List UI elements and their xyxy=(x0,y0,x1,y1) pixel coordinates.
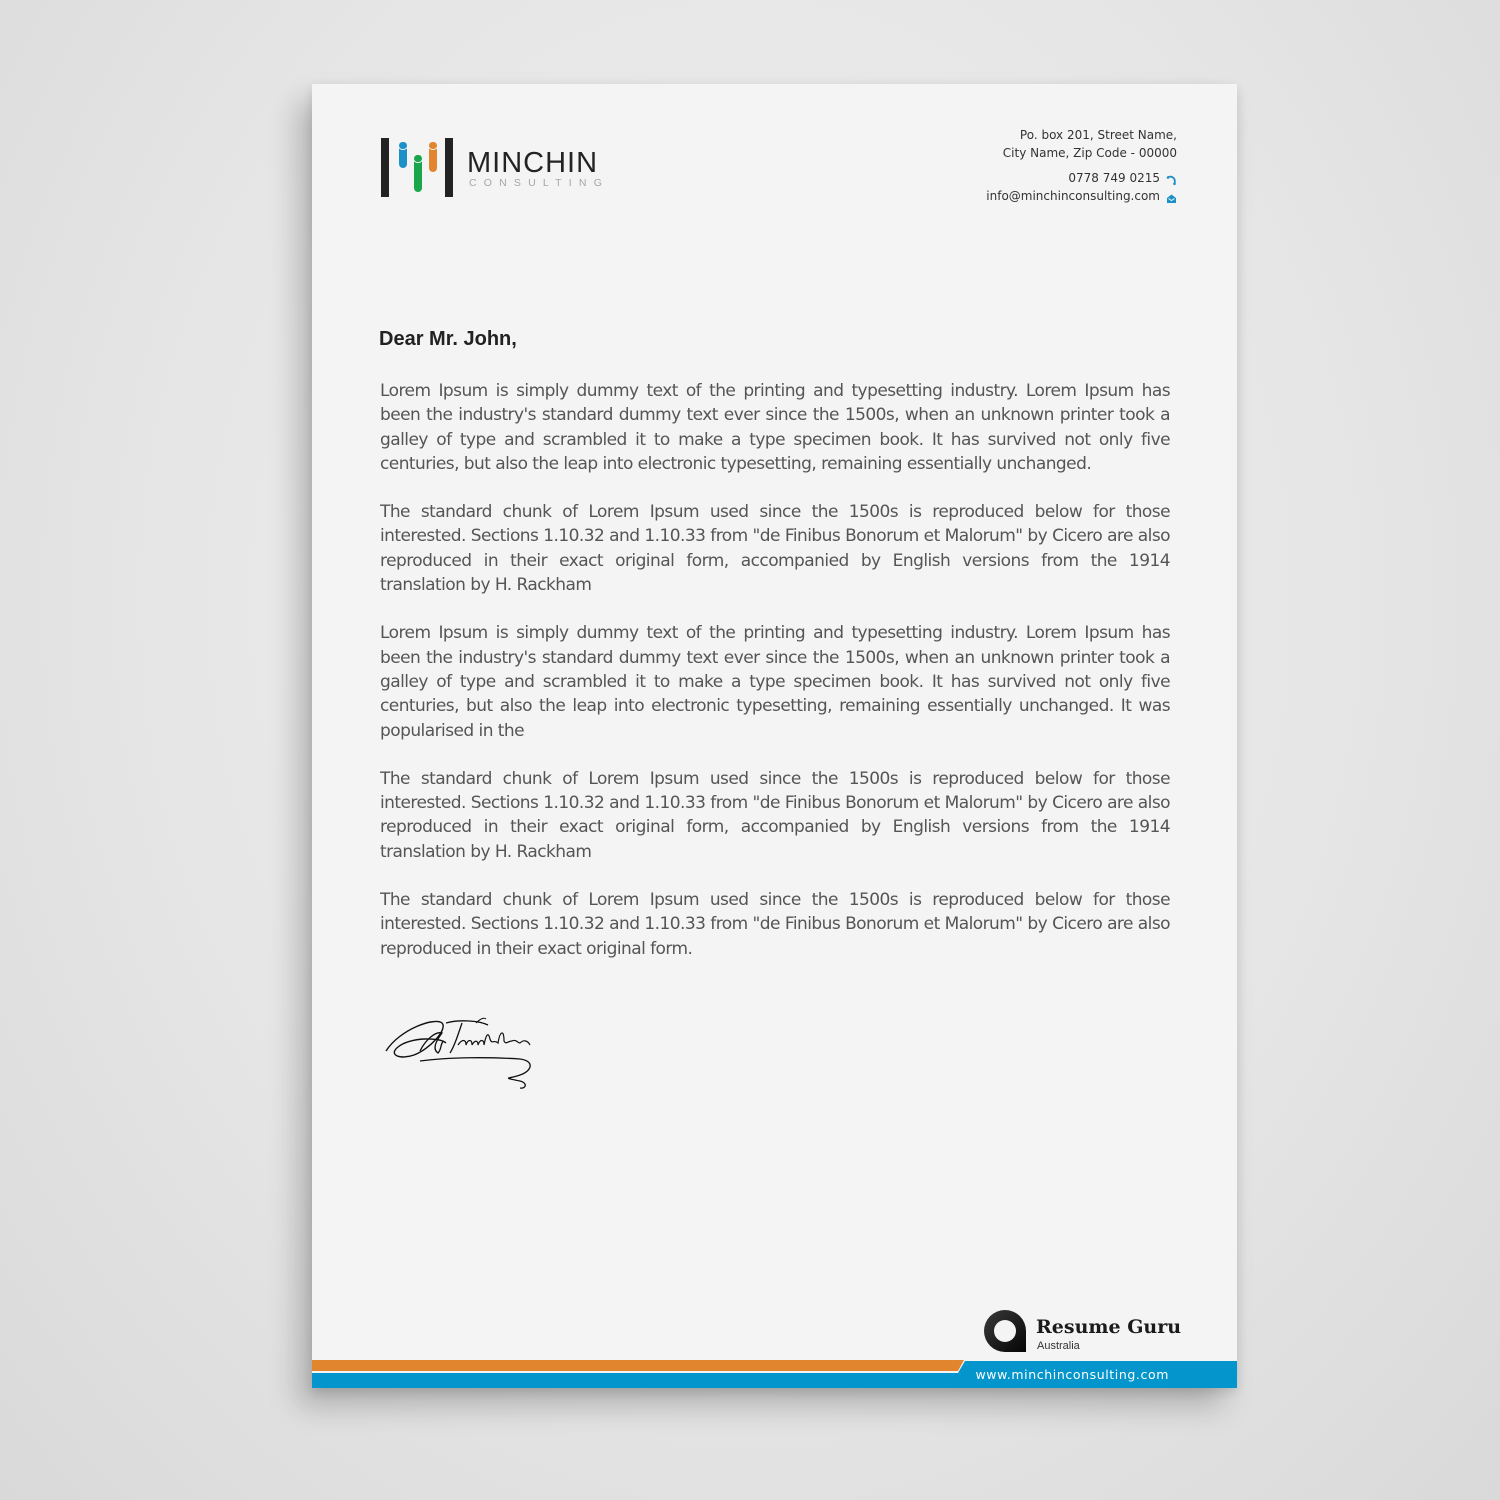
company-tagline: CONSULTING xyxy=(469,177,610,189)
logo-right-bar xyxy=(445,138,453,197)
address-line-2: City Name, Zip Code - 00000 xyxy=(1002,146,1177,160)
letter-body xyxy=(380,379,1170,985)
brand-name: Resume Guru xyxy=(1036,1316,1182,1338)
phone-icon xyxy=(1166,173,1177,184)
logo-blue-head xyxy=(399,142,407,149)
address-line-1: Po. box 201, Street Name, xyxy=(1019,128,1177,142)
website-link[interactable]: www.minchinconsulting.com xyxy=(975,1367,1169,1382)
brand-region: Australia xyxy=(1037,1340,1080,1352)
footer-stripe xyxy=(312,1360,1237,1388)
company-name: MINCHIN xyxy=(467,147,599,179)
letterhead-paper xyxy=(312,84,1237,1388)
paragraph-1: Lorem Ipsum is simply dummy text of the printing and typesetting industry. Lorem Ipsum has been the industry's standard dummy text ever since the 1500s, when an unknown printer took a galley of type and scrambled it to make a type specimen book. It has survived not only five centuries, but also the leap into electronic typesetting, remaining essentially unchanged. xyxy=(380,381,1170,474)
phone-number: 0778 749 0215 xyxy=(1068,171,1160,185)
address-block xyxy=(986,126,1177,205)
salutation: Dear Mr. John, xyxy=(379,328,517,350)
paragraph-3: Lorem Ipsum is simply dummy text of the printing and typesetting industry. Lorem Ipsum has been the industry's standard dummy text ever since the 1500s, when an unknown printer took a galley of type and scrambled it to make a type specimen book. It has survived not only five centuries, but also the leap into electronic typesetting, remaining essentially unchanged. It was popularised in the xyxy=(380,623,1170,741)
company-logo xyxy=(381,138,631,198)
logo-left-bar xyxy=(381,138,389,197)
paragraph-5: The standard chunk of Lorem Ipsum used since the 1500s is reproduced below for those interested. Sections 1.10.32 and 1.10.33 from "de Finibus Bonorum et Malorum" by Cicero are also reproduced in their exact original form. xyxy=(380,890,1170,959)
email-row xyxy=(986,187,1177,205)
phone-row xyxy=(986,169,1177,187)
paragraph-4: The standard chunk of Lorem Ipsum used since the 1500s is reproduced below for those interested. Sections 1.10.32 and 1.10.33 from "de Finibus Bonorum et Malorum" by Cicero are also reproduced in their exact original form, accompanied by English versions from the 1914 translation by H. Rackham xyxy=(380,768,1170,862)
logo-orange-head xyxy=(429,142,437,149)
footer-brand xyxy=(982,1306,1182,1356)
email-address: info@minchinconsulting.com xyxy=(986,189,1160,203)
paragraph-2: The standard chunk of Lorem Ipsum used since the 1500s is reproduced below for those interested. Sections 1.10.32 and 1.10.33 from "de Finibus Bonorum et Malorum" by Cicero are also reproduced in their exact original form, accompanied by English versions from the 1914 translation by H. Rackham xyxy=(380,502,1170,596)
signature xyxy=(380,1009,540,1089)
resume-guru-logo-icon xyxy=(982,1308,1028,1354)
logo-green-head xyxy=(414,155,422,162)
email-icon xyxy=(1166,191,1177,202)
